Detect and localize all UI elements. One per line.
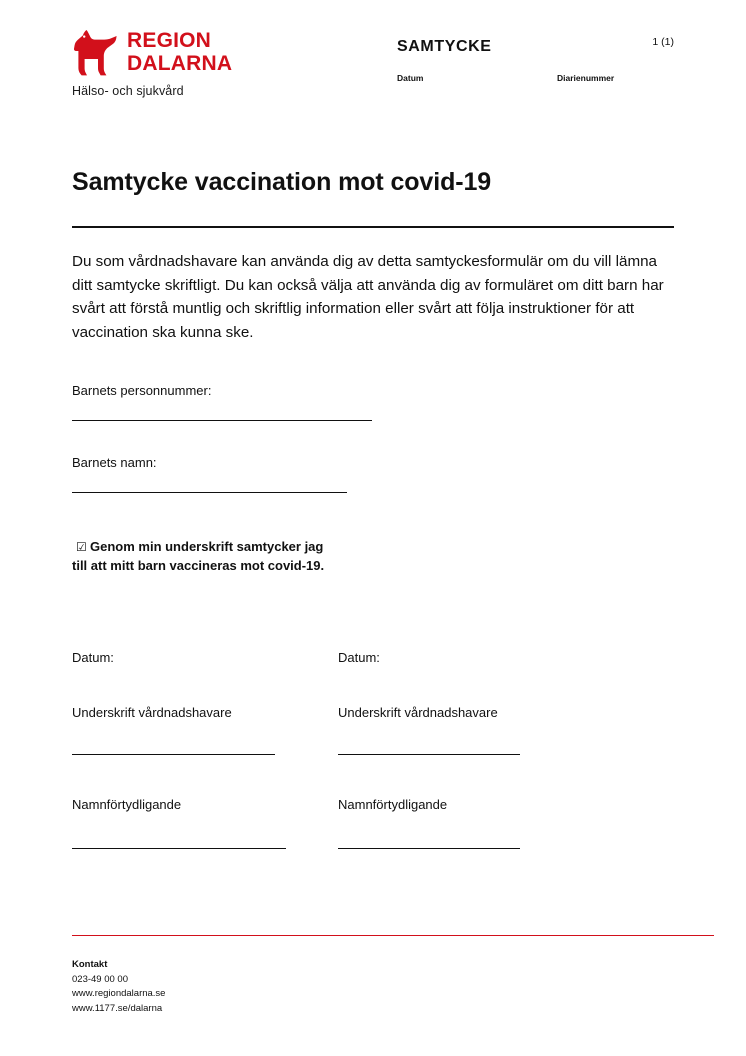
date-label: Datum [397,73,424,83]
footer-web-primary[interactable]: www.regiondalarna.se [72,988,166,1000]
signature-block-left [72,650,302,849]
name-clarification-label: Namnförtydligande [72,797,182,812]
signature-date-label: Datum: [338,650,380,665]
footer-title: Kontakt [72,959,108,970]
logo-subtitle: Hälso- och sjukvård [72,84,184,98]
child-personal-number-label: Barnets personnummer: [72,383,212,398]
child-name-label: Barnets namn: [72,455,157,470]
region-dalarna-logo [72,28,302,98]
signature-line[interactable] [72,754,275,755]
consent-statement [72,538,332,576]
child-personal-number-input-line[interactable] [72,420,372,421]
page-number: 1 (1) [652,36,674,48]
page-title: Samtycke vaccination mot covid-19 [72,168,492,196]
intro-paragraph: Du som vårdnadshavare kan använda dig av detta samtyckesformulär om du vill lämna ditt samtycke skriftligt. Du kan också välja att använda dig av formuläret om ditt barn har svårt att förstå muntlig och skriftlig information eller svårt att följa instruktioner för att vaccination ska kunna ske. [72,253,664,341]
checkbox-checked-icon[interactable]: ☑ [76,540,87,554]
dala-horse-icon [72,28,118,76]
footer-contact [72,958,472,1017]
signature-block-right [338,650,568,849]
logo-row [72,28,302,76]
name-clarification-line[interactable] [338,848,520,849]
diary-number-label: Diarienummer [557,73,615,83]
logo-line-2: DALARNA [127,52,233,75]
logo-line-1: REGION [127,29,212,52]
child-name-input-line[interactable] [72,492,347,493]
footer-divider [72,935,714,936]
child-personal-number-field [72,383,372,421]
child-name-field [72,455,347,493]
signature-label: Underskrift vårdnadshavare [72,705,232,720]
name-clarification-line[interactable] [72,848,286,849]
name-clarification-label: Namnförtydligande [338,797,448,812]
footer-phone: 023-49 00 00 [72,973,128,985]
consent-text: Genom min underskrift samtycker jag till att mitt barn vaccineras mot covid-19. [72,539,325,573]
logo-wordmark [127,30,232,74]
title-divider [72,226,674,228]
document-header [72,28,674,118]
document-type-heading: SAMTYCKE [397,38,492,55]
signature-date-label: Datum: [72,650,114,665]
signature-label: Underskrift vårdnadshavare [338,705,498,720]
signature-line[interactable] [338,754,520,755]
footer-web-secondary[interactable]: www.1177.se/dalarna [72,1003,163,1015]
